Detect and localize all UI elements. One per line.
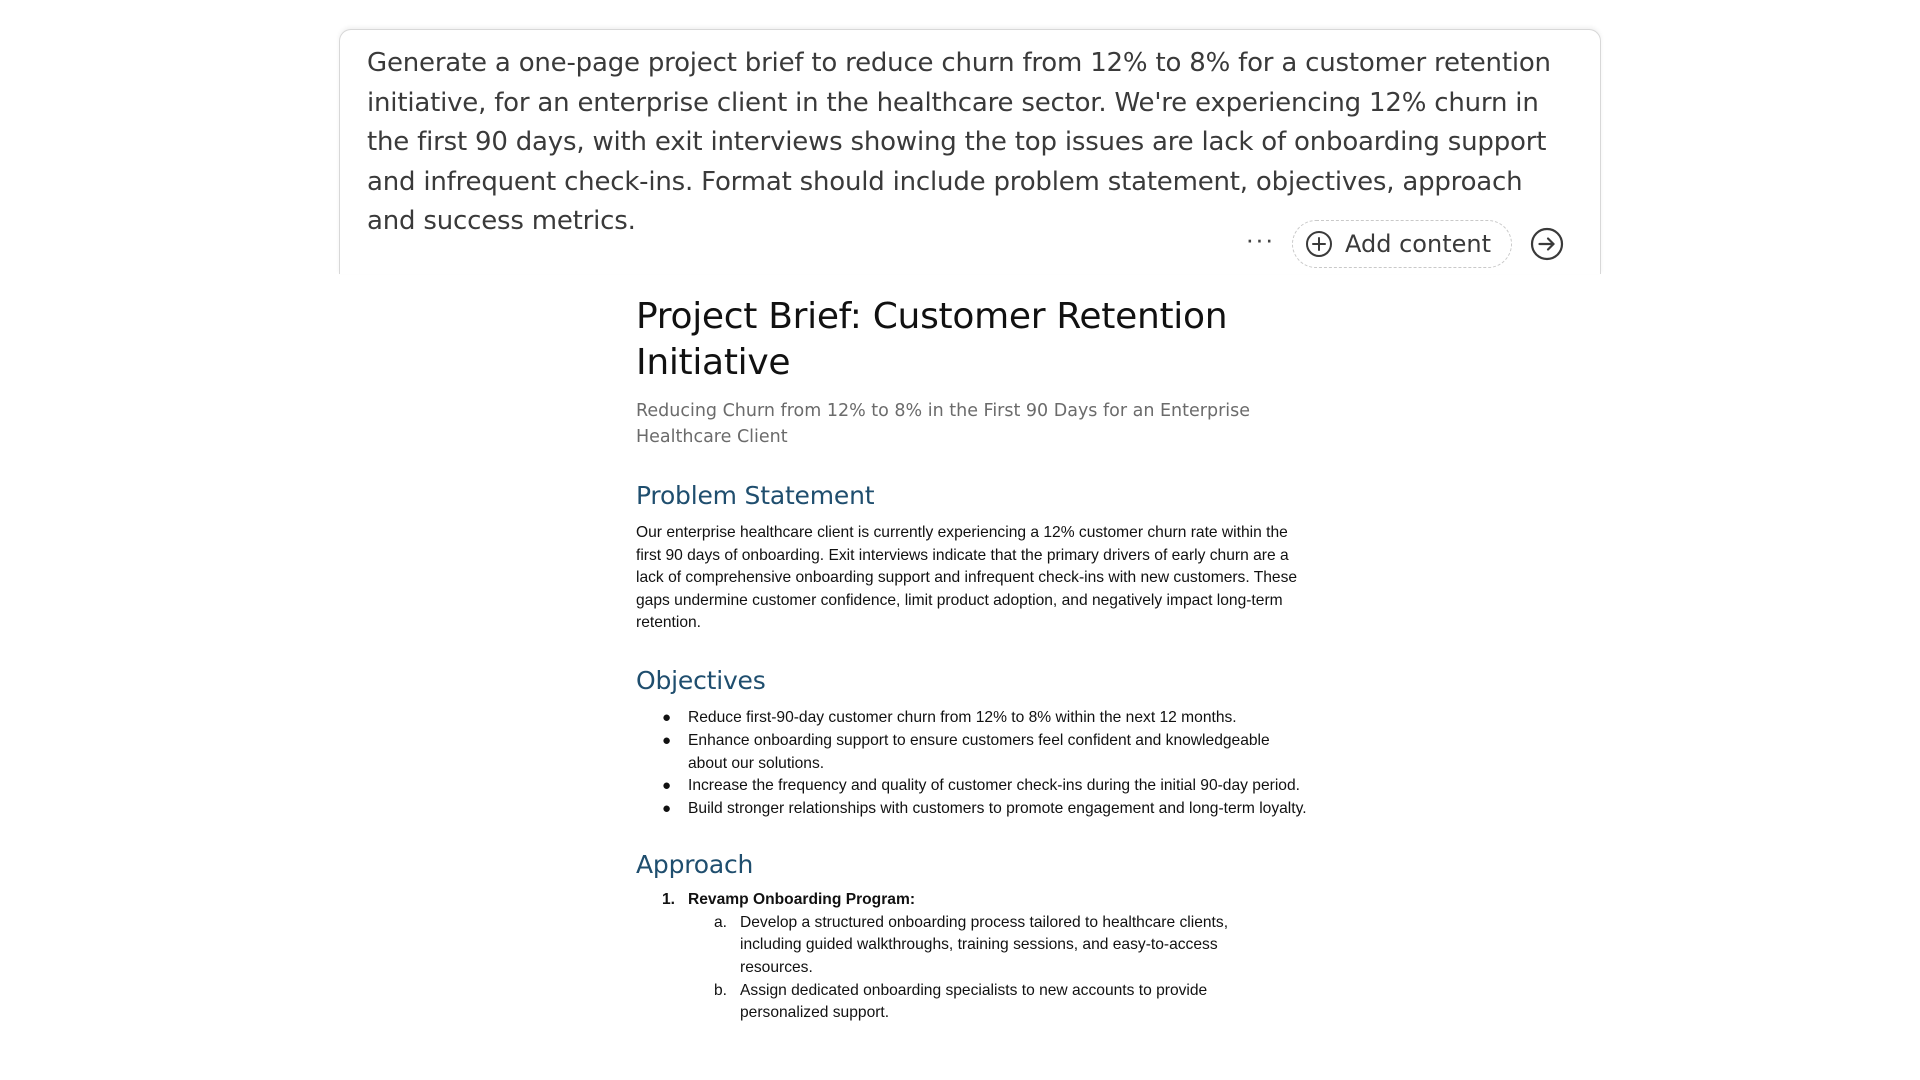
list-item (636, 775, 1308, 798)
send-button[interactable] (1528, 225, 1566, 263)
approach-list (636, 889, 1326, 1025)
more-options-button[interactable] (1242, 226, 1278, 262)
bullet-icon: ● (662, 731, 672, 749)
objective-text: Increase the frequency and quality of customer check-ins during the initial 90-day period. (688, 777, 1300, 795)
add-content-button[interactable] (1292, 220, 1512, 268)
subitem-text: Develop a structured onboarding process tailored to healthcare clients, including guided walkthroughs, training sessions, and easy-to-access resources. (740, 913, 1229, 976)
approach-heading: Approach (636, 849, 754, 879)
objective-text: Build stronger relationships with customers to promote engagement and long-term loyalty. (688, 800, 1307, 818)
approach-item-number: 1. (662, 890, 676, 908)
bullet-icon: ● (662, 708, 672, 726)
list-item (688, 912, 1260, 980)
subitem-text: Assign dedicated onboarding specialists to new accounts to provide personalized support. (740, 981, 1208, 1022)
prompt-input[interactable]: Generate a one-page project brief to reduce churn from 12% to 8% for a customer retention initiative, for an enterprise client in the healthcare sector. We're experiencing 12% churn in the first 90 days, with exit interviews showing the top issues are lack of onboarding support and infrequent check-ins. Format should include problem statement, objectives, approach and success metrics. (367, 48, 1551, 236)
plus-circle-icon (1305, 230, 1333, 258)
prompt-actions (1242, 219, 1566, 269)
document-title: Project Brief: Customer Retention Initiative (636, 296, 1228, 383)
problem-statement-heading: Problem Statement (636, 481, 875, 510)
document-subtitle: Reducing Churn from 12% to 8% in the First 90 Days for an Enterprise Healthcare Client (636, 401, 1251, 447)
bullet-icon: ● (662, 800, 672, 818)
approach-item (636, 889, 1326, 1025)
list-item (636, 730, 1308, 776)
subitem-letter: a. (714, 913, 728, 931)
objectives-list (636, 707, 1326, 821)
more-horizontal-icon: ··· (1245, 224, 1275, 254)
list-item (688, 980, 1260, 1025)
objective-text: Enhance onboarding support to ensure customers feel confident and knowledgeable about our solutions. (688, 731, 1270, 772)
objective-text: Reduce first-90-day customer churn from 12% to 8% within the next 12 months. (688, 708, 1237, 726)
approach-sublist (688, 912, 1326, 1025)
problem-statement-body: Our enterprise healthcare client is currently experiencing a 12% customer churn rate within the first 90 days of onboarding. Exit interviews indicate that the primary drivers of early churn are a lack of comprehensive onboarding support and infrequent check-ins with new customers. These gaps undermine customer confidence, limit product adoption, and negatively impact long-term retention. (636, 524, 1298, 632)
bullet-icon: ● (662, 777, 672, 795)
subitem-letter: b. (714, 981, 728, 999)
add-content-label: Add content (1345, 230, 1491, 258)
prompt-card (339, 29, 1601, 274)
list-item (636, 798, 1308, 821)
list-item (636, 707, 1308, 730)
approach-item-title: Revamp Onboarding Program: (688, 890, 916, 908)
document (636, 294, 1326, 1025)
objectives-heading: Objectives (636, 665, 766, 695)
arrow-right-circle-icon (1530, 227, 1564, 261)
